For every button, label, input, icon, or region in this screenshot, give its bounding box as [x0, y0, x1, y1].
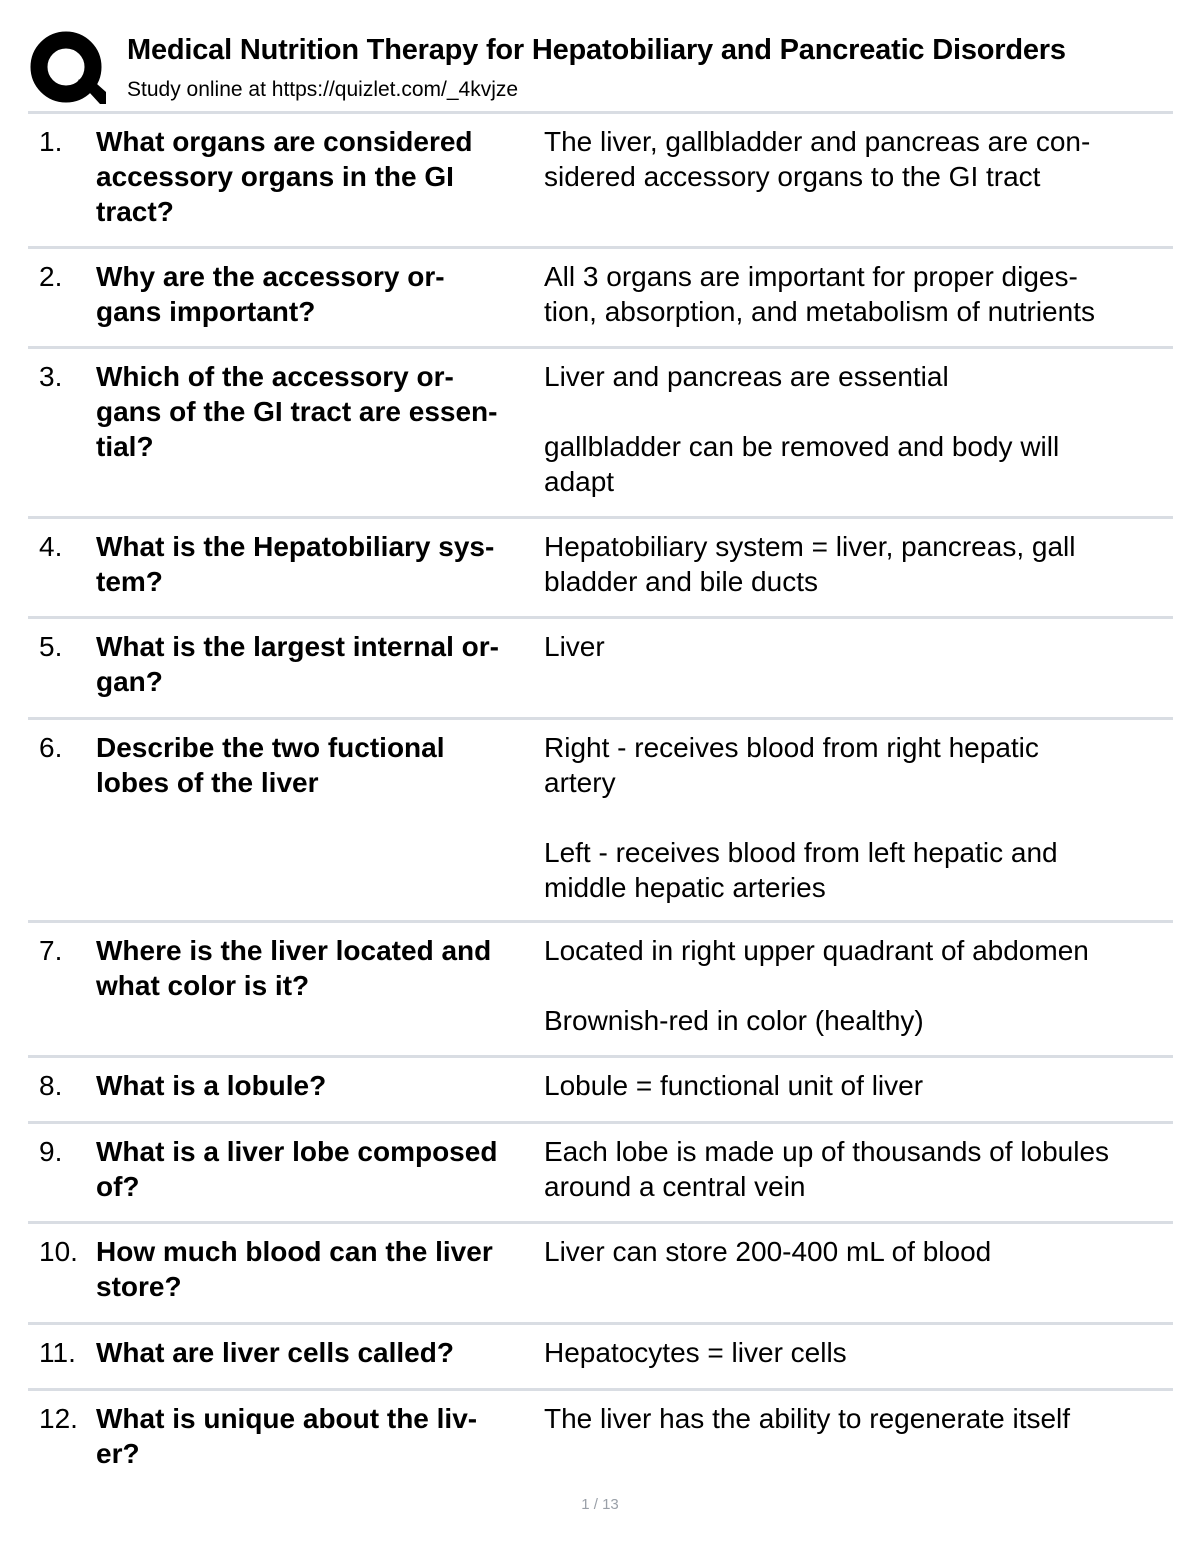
term-line: gan? [96, 666, 163, 697]
definition-line: Left - receives blood from left hepatic and [544, 837, 1058, 868]
definition-line: Liver and pancreas are essential [544, 361, 949, 392]
definition-line: The liver has the ability to regenerate itself [544, 1403, 1071, 1434]
definition-line: sidered accessory organs to the GI tract [544, 161, 1041, 192]
card-definition [544, 629, 1169, 664]
definition-line: artery [544, 767, 616, 798]
card-divider [28, 920, 1173, 923]
term-line: of? [96, 1171, 140, 1202]
term-line: what color is it? [96, 970, 310, 1001]
card-definition [544, 124, 1169, 194]
card-number: 10. [39, 1236, 78, 1267]
term-line: gans important? [96, 296, 316, 327]
term-line: tem? [96, 566, 163, 597]
card-term [96, 529, 536, 599]
term-line: What is unique about the liv- [96, 1403, 478, 1434]
definition-line: Liver [544, 631, 605, 662]
card-term [96, 1134, 536, 1204]
definition-line: around a central vein [544, 1171, 806, 1202]
card-divider [28, 1055, 1173, 1058]
card-divider [28, 616, 1173, 619]
page-indicator: 1 / 13 [581, 1496, 619, 1513]
term-line: accessory organs in the GI [96, 161, 454, 192]
card-definition [544, 1335, 1169, 1370]
definition-line: gallbladder can be removed and body will [544, 431, 1060, 462]
definition-line: adapt [544, 466, 615, 497]
definition-line: bladder and bile ducts [544, 566, 818, 597]
card-divider [28, 516, 1173, 519]
card-term [96, 730, 536, 800]
card-number: 7. [39, 935, 63, 966]
card-number: 12. [39, 1403, 78, 1434]
definition-line: Brownish-red in color (healthy) [544, 1005, 924, 1036]
card-number: 4. [39, 531, 63, 562]
term-line: tial? [96, 431, 154, 462]
term-line: tract? [96, 196, 174, 227]
study-online-link[interactable]: Study online at https://quizlet.com/_4kvjze [127, 78, 519, 101]
card-number: 5. [39, 631, 63, 662]
definition-line: Hepatocytes = liver cells [544, 1337, 847, 1368]
card-definition [544, 1134, 1169, 1204]
definition-line: Each lobe is made up of thousands of lobules [544, 1136, 1110, 1167]
definition-line: Hepatobiliary system = liver, pancreas, gall [544, 531, 1076, 562]
card-number: 2. [39, 261, 63, 292]
card-divider [28, 1121, 1173, 1124]
card-definition [544, 1401, 1169, 1436]
term-line: What is a liver lobe composed [96, 1136, 498, 1167]
card-term [96, 359, 536, 464]
card-definition [544, 529, 1169, 599]
card-divider [28, 1221, 1173, 1224]
term-line: Why are the accessory or- [96, 261, 445, 292]
quizlet-q-logo-icon[interactable] [30, 30, 106, 106]
card-number: 8. [39, 1070, 63, 1101]
card-definition [544, 359, 1169, 499]
card-term [96, 1401, 536, 1471]
term-line: Which of the accessory or- [96, 361, 454, 392]
term-line: What organs are considered [96, 126, 473, 157]
term-line: What are liver cells called? [96, 1337, 454, 1368]
card-term [96, 1068, 536, 1103]
card-definition [544, 1234, 1169, 1269]
card-definition [544, 1068, 1169, 1103]
card-divider [28, 1322, 1173, 1325]
card-term [96, 1335, 536, 1370]
card-number: 1. [39, 126, 63, 157]
card-definition [544, 933, 1169, 1038]
card-number: 6. [39, 732, 63, 763]
card-divider [28, 346, 1173, 349]
card-definition [544, 730, 1169, 905]
card-definition [544, 259, 1169, 329]
definition-line: Right - receives blood from right hepatic [544, 732, 1039, 763]
card-number: 9. [39, 1136, 63, 1167]
definition-line: Lobule = functional unit of liver [544, 1070, 924, 1101]
definition-line: middle hepatic arteries [544, 872, 826, 903]
term-line: gans of the GI tract are essen- [96, 396, 498, 427]
card-term [96, 259, 536, 329]
card-term [96, 124, 536, 229]
page-title: Medical Nutrition Therapy for Hepatobiliary and Pancreatic Disorders [127, 34, 1066, 66]
card-divider [28, 246, 1173, 249]
card-number: 3. [39, 361, 63, 392]
card-number: 11. [39, 1337, 76, 1368]
definition-line: The liver, gallbladder and pancreas are con- [544, 126, 1091, 157]
term-line: Describe the two fuctional [96, 732, 445, 763]
page-header [30, 30, 1170, 110]
term-line: What is the largest internal or- [96, 631, 499, 662]
definition-line: tion, absorption, and metabolism of nutrients [544, 296, 1095, 327]
term-line: What is a lobule? [96, 1070, 327, 1101]
term-line: What is the Hepatobiliary sys- [96, 531, 495, 562]
definition-line: Liver can store 200-400 mL of blood [544, 1236, 992, 1267]
definition-line: All 3 organs are important for proper diges- [544, 261, 1078, 292]
card-term [96, 933, 536, 1003]
term-line: Where is the liver located and [96, 935, 492, 966]
term-line: lobes of the liver [96, 767, 319, 798]
definition-line: Located in right upper quadrant of abdomen [544, 935, 1089, 966]
card-term [96, 1234, 536, 1304]
term-line: store? [96, 1271, 182, 1302]
term-line: er? [96, 1438, 140, 1469]
card-term [96, 629, 536, 699]
card-divider [28, 1388, 1173, 1391]
card-divider [28, 717, 1173, 720]
term-line: How much blood can the liver [96, 1236, 493, 1267]
card-divider [28, 111, 1173, 114]
